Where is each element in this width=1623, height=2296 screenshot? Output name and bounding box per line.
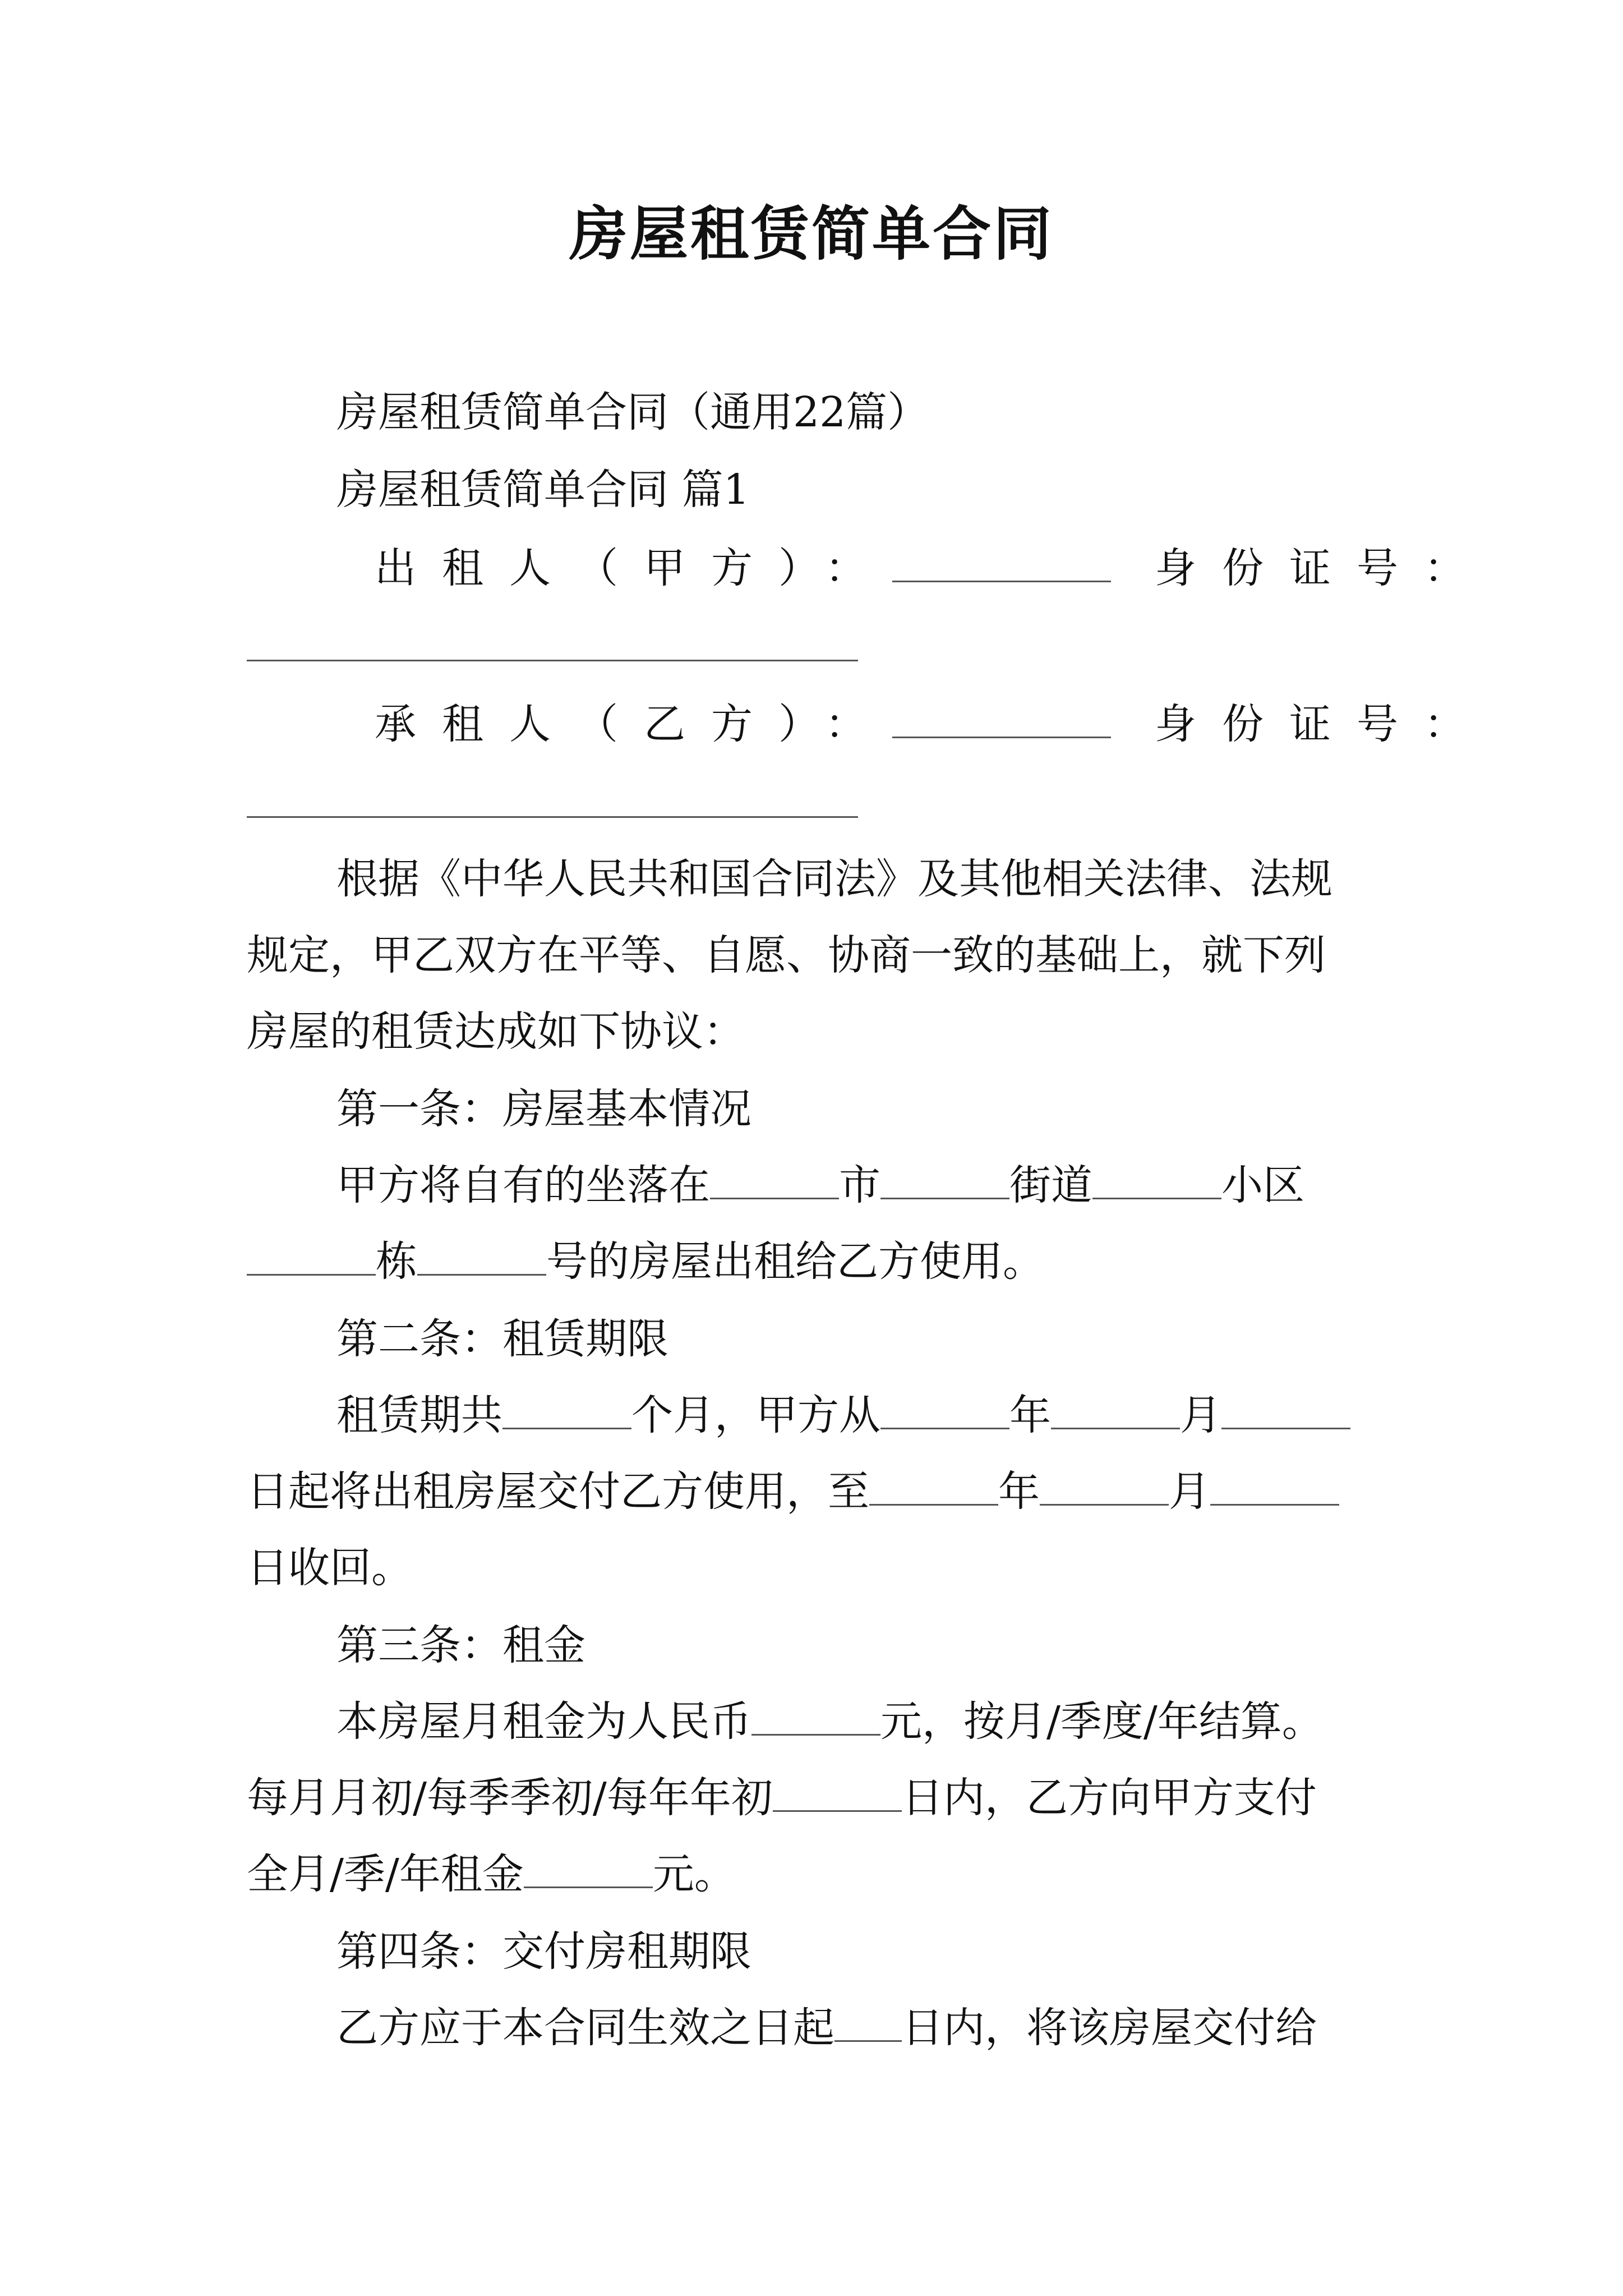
party-a-id-label: 身份证号： (1155, 544, 1491, 592)
article-2-line-1: 租赁期共 个月，甲方从 年 月 (336, 1390, 1385, 1441)
total-rent-blank (524, 1886, 653, 1888)
article-3-line-2: 每月月初/每季季初/每年年初 日内，乙方向甲方支付 (247, 1774, 1317, 1822)
end-year-blank (869, 1503, 998, 1506)
payment-days-blank (773, 1810, 902, 1812)
document-title: 房屋租赁简单合同 (569, 199, 1054, 268)
party-a-line (375, 543, 1491, 593)
party-b-line (375, 699, 1491, 749)
start-month-blank (1051, 1427, 1180, 1429)
end-month-blank (1040, 1503, 1169, 1506)
article-1-line-2: 栋 号的房屋出租给乙方使用。 (247, 1236, 1385, 1287)
term-months-blank (502, 1427, 631, 1429)
city-blank (710, 1197, 839, 1199)
article-2-line-2: 日起将出租房屋交付乙方使用，至 年 月 (247, 1466, 1385, 1517)
party-b-id-label: 身份证号： (1155, 700, 1491, 748)
article-2-line-3: 日收回。 (247, 1544, 413, 1592)
intro-line-1: 根据《中华人民共和国合同法》及其他相关法律、法规 (336, 855, 1332, 903)
article-4-heading: 第四条：交付房租期限 (336, 1927, 751, 1976)
community-blank (1092, 1197, 1221, 1199)
unit-number-blank (417, 1273, 546, 1276)
party-b-label: 承租人（乙方）： (375, 700, 892, 748)
document-subtitle: 房屋租赁简单合同（通用22篇） (336, 388, 929, 436)
start-year-blank (880, 1427, 1009, 1429)
monthly-rent-blank (751, 1733, 880, 1736)
party-a-label: 出租人（甲方）： (375, 544, 892, 592)
intro-line-2: 规定，甲乙双方在平等、自愿、协商一致的基础上，就下列 (247, 931, 1326, 979)
street-blank (880, 1197, 1009, 1199)
end-day-blank (1210, 1503, 1339, 1506)
building-blank (247, 1273, 376, 1276)
party-a-name-blank (892, 580, 1111, 582)
handover-days-blank (834, 2040, 902, 2042)
party-b-name-blank (892, 736, 1111, 738)
intro-line-3: 房屋的租赁达成如下协议： (247, 1007, 745, 1056)
party-a-id-blank (247, 660, 858, 661)
section-heading: 房屋租赁简单合同 篇1 (336, 466, 750, 514)
article-4-line-1: 乙方应于本合同生效之日起 日内，将该房屋交付给 (336, 2004, 1317, 2052)
article-1-line-1: 甲方将自有的坐落在 市 街道 小区 (336, 1161, 1304, 1209)
article-3-heading: 第三条：租金 (336, 1621, 585, 1669)
article-3-line-1: 本房屋月租金为人民币 元，按月/季度/年结算。 (336, 1697, 1324, 1746)
article-3-line-3: 全月/季/年租金 元。 (247, 1850, 736, 1898)
article-1-heading: 第一条：房屋基本情况 (336, 1085, 751, 1133)
party-b-id-blank (247, 816, 858, 818)
article-2-heading: 第二条：租赁期限 (336, 1315, 668, 1363)
start-day-blank (1221, 1427, 1350, 1429)
